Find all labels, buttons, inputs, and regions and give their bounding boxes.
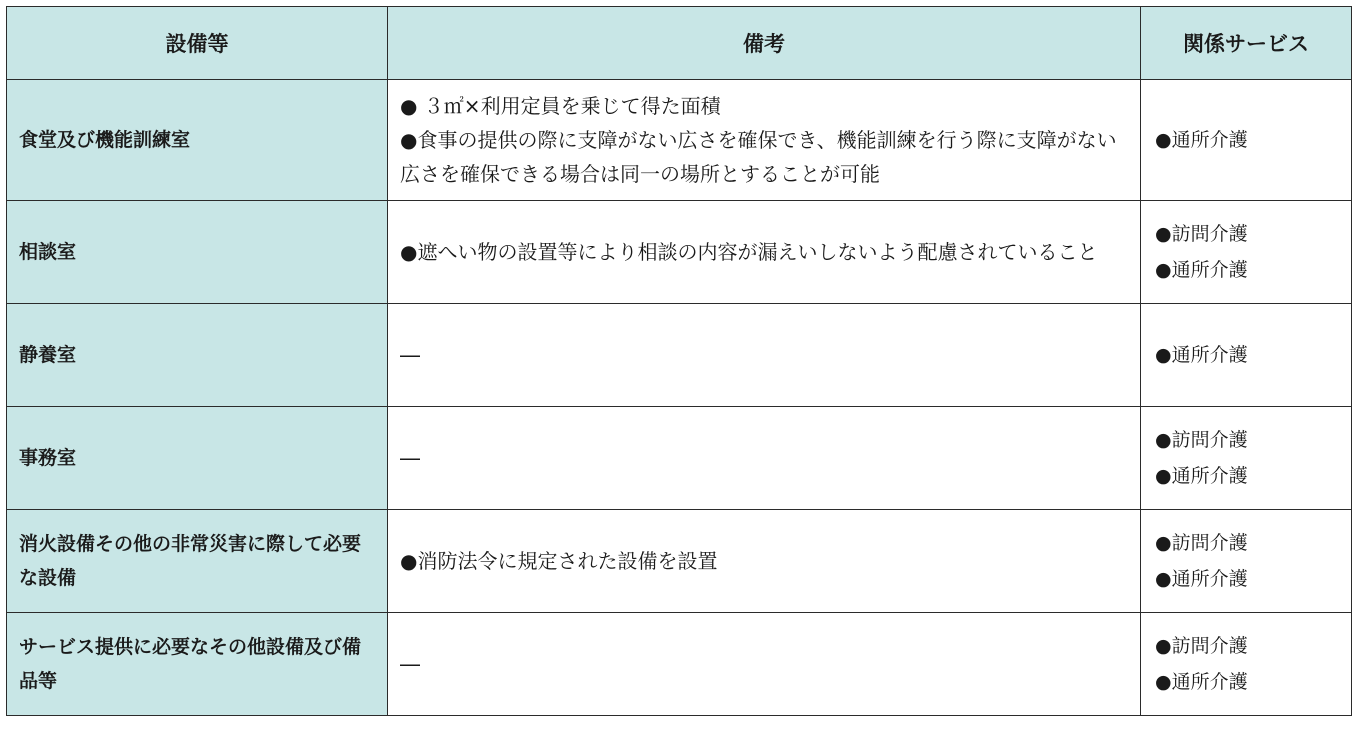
service-text: ●訪問介護: [1155, 635, 1248, 657]
item-cell: サービス提供に必要なその他設備及び備品等: [7, 613, 388, 716]
note-text: ―: [400, 652, 420, 676]
note-cell: [388, 613, 1141, 716]
note-cell: [388, 304, 1141, 407]
table-row: [7, 201, 1352, 304]
note-cell: [388, 80, 1141, 201]
service-text: ●通所介護: [1155, 568, 1248, 590]
service-text: ●訪問介護: [1155, 532, 1248, 554]
note-cell: [388, 510, 1141, 613]
table-row: [7, 407, 1352, 510]
service-cell: [1141, 304, 1352, 407]
table-header-row: [7, 7, 1352, 80]
service-text: ●通所介護: [1155, 344, 1248, 366]
header-service: 関係サービス: [1141, 7, 1352, 80]
item-cell: 静養室: [7, 304, 388, 407]
note-text: ―: [400, 343, 420, 367]
note-text: ●遮へい物の設置等により相談の内容が漏えいしないよう配慮されていること: [400, 240, 1098, 264]
table-row: [7, 510, 1352, 613]
service-cell: [1141, 80, 1352, 201]
note-text: ●食事の提供の際に支障がない広さを確保でき、機能訓練を行う際に支障がない広さを確保できる場合は同一の場所とすることが可能: [400, 128, 1117, 186]
item-cell: 事務室: [7, 407, 388, 510]
facility-table: [6, 6, 1352, 716]
table-row: [7, 613, 1352, 716]
note-text: ●消防法令に規定された設備を設置: [400, 549, 718, 573]
item-cell: 消火設備その他の非常災害に際して必要な設備: [7, 510, 388, 613]
service-cell: [1141, 201, 1352, 304]
service-text: ●通所介護: [1155, 259, 1248, 281]
table-row: [7, 304, 1352, 407]
service-text: ●訪問介護: [1155, 223, 1248, 245]
header-item: 設備等: [7, 7, 388, 80]
item-cell: 相談室: [7, 201, 388, 304]
header-note: 備考: [388, 7, 1141, 80]
service-text: ●訪問介護: [1155, 429, 1248, 451]
item-cell: 食堂及び機能訓練室: [7, 80, 388, 201]
service-text: ●通所介護: [1155, 129, 1248, 151]
note-text: ―: [400, 446, 420, 470]
table-row: [7, 80, 1352, 201]
service-cell: [1141, 613, 1352, 716]
note-cell: [388, 407, 1141, 510]
service-text: ●通所介護: [1155, 465, 1248, 487]
service-cell: [1141, 510, 1352, 613]
note-text: ● ３㎡×利用定員を乗じて得た面積: [400, 94, 721, 118]
note-cell: [388, 201, 1141, 304]
service-text: ●通所介護: [1155, 671, 1248, 693]
service-cell: [1141, 407, 1352, 510]
